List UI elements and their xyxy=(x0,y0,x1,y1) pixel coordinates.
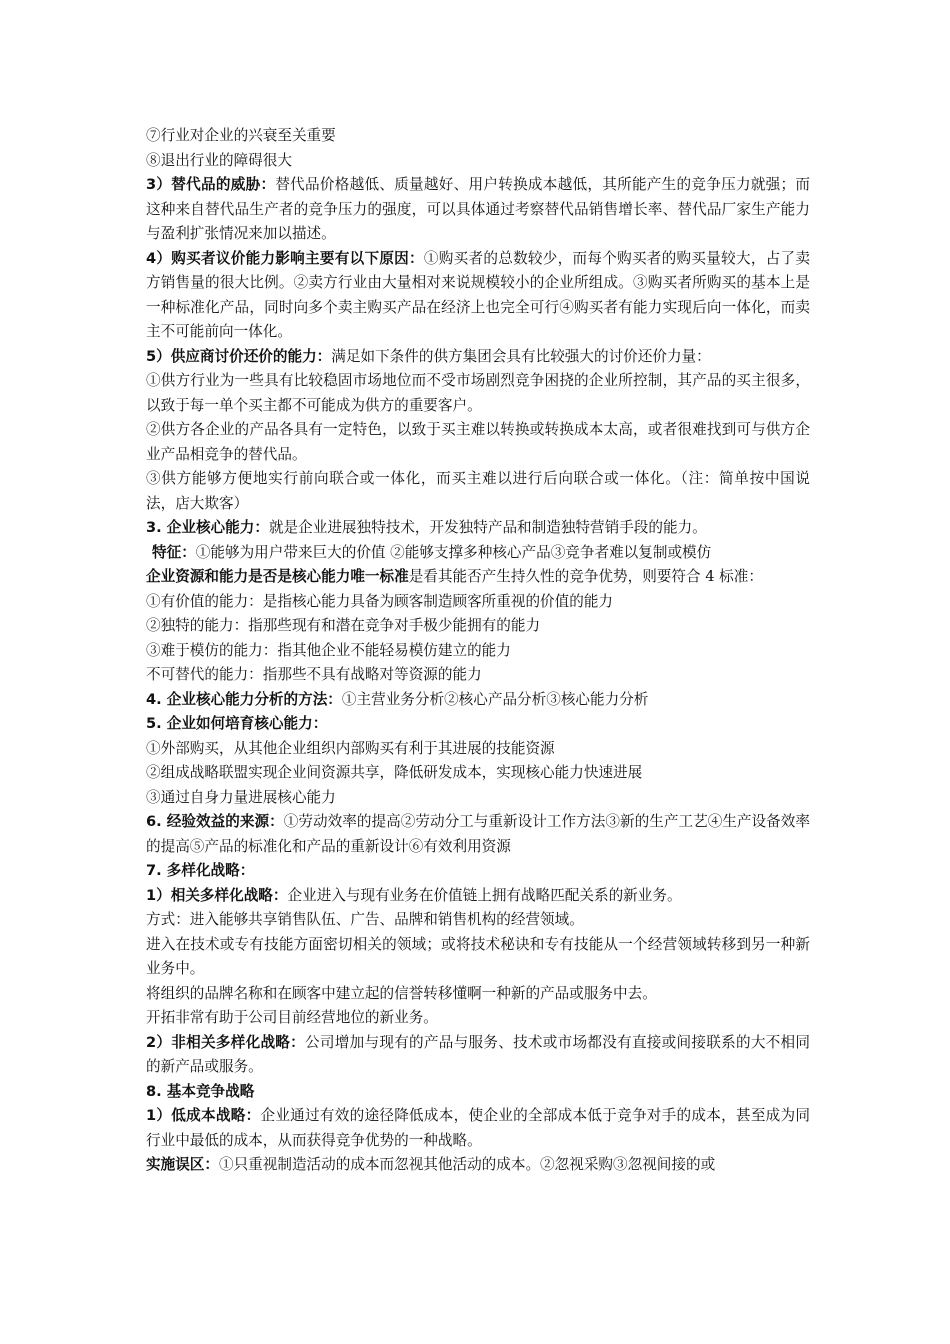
paragraph-text: ⑧退出行业的障碍很大 xyxy=(146,151,292,169)
bold-lead: 4. 企业核心能力分析的方法： xyxy=(146,690,342,708)
paragraph-text: ⑦行业对企业的兴衰至关重要 xyxy=(146,127,336,144)
bold-lead: 2）非相关多样化战略： xyxy=(146,1033,306,1051)
paragraph xyxy=(146,1031,810,1080)
paragraph-text: ①购买者的总数较少，而每个购买者的购买量较大，占了卖方销售量的很大比例。②卖方行业由大量相对来说规模较小的企业所组成。③购买者所购买的基本上是一种标准化产品，同时向多个卖主购买产品在经济上也完全可行④购买者有能力实现后向一体化，而卖主不可能前向一体化。 xyxy=(146,249,810,340)
bold-lead: 1）低成本战略： xyxy=(146,1107,261,1124)
paragraph xyxy=(146,565,810,590)
paragraph-text: 满足如下条件的供方集团会具有比较强大的讨价还价力量： xyxy=(331,347,711,365)
paragraph-text: ②供方各企业的产品各具有一定特色，以致于买主难以转换或转换成本太高，或者很难找到可与供方企业产品相竞争的替代品。 xyxy=(146,421,810,463)
paragraph-text: 开拓非常有助于公司目前经营地位的新业务。 xyxy=(146,1009,438,1026)
paragraph-text: 企业进入与现有业务在价值链上拥有战略匹配关系的新业务。 xyxy=(287,886,682,904)
bold-lead: 特征： xyxy=(152,543,196,561)
paragraph-text: ①只重视制造活动的成本而忽视其他活动的成本。②忽视采购③忽视间接的或 xyxy=(218,1156,716,1173)
paragraph xyxy=(146,1104,810,1153)
paragraph-text: 不可替代的能力：指那些不具有战略对等资源的能力 xyxy=(146,666,482,683)
paragraph xyxy=(146,124,810,149)
paragraph-text: ①供方行业为一些具有比较稳固市场地位而不受市场剧烈竞争困挠的企业所控制，其产品的买主很多，以致于每一单个买主都不可能成为供方的重要客户。 xyxy=(146,372,810,414)
bold-lead: 6. 经验效益的来源： xyxy=(146,813,284,830)
bold-lead: 5）供应商讨价还价的能力： xyxy=(146,347,332,365)
section-heading xyxy=(146,712,810,737)
paragraph xyxy=(146,761,810,786)
paragraph-text: 是看其能否产生持久性的竞争优势，则要符合 4 标准： xyxy=(408,568,763,585)
paragraph xyxy=(146,933,810,982)
paragraph-text: 进入在技术或专有技能方面密切相关的领域；或将技术秘诀和专有技能从一个经营领域转移到另一种新业务中。 xyxy=(146,935,810,977)
paragraph-text: ①能够为用户带来巨大的价值 ②能够支撑多种核心产品③竞争者难以复制或模仿 xyxy=(195,543,712,561)
paragraph xyxy=(146,982,810,1007)
paragraph-text: ①外部购买，从其他企业组织内部购买有利于其进展的技能资源 xyxy=(146,739,555,757)
paragraph xyxy=(146,369,810,418)
bold-lead: 企业资源和能力是否是核心能力唯一标准 xyxy=(146,568,409,585)
bold-lead: 3）替代品的威胁： xyxy=(146,176,276,193)
paragraph xyxy=(146,247,810,345)
paragraph xyxy=(146,418,810,467)
paragraph xyxy=(146,149,810,174)
paragraph xyxy=(146,345,810,370)
section-heading xyxy=(146,1080,810,1105)
paragraph xyxy=(146,639,810,664)
paragraph xyxy=(146,786,810,811)
paragraph xyxy=(146,541,810,566)
paragraph xyxy=(146,590,810,615)
paragraph-text: ①主营业务分析②核心产品分析③核心能力分析 xyxy=(341,690,649,708)
paragraph-text: ③通过自身力量进展核心能力 xyxy=(146,788,336,806)
paragraph-text: ③难于模仿的能力：指其他企业不能轻易模仿建立的能力 xyxy=(146,641,511,659)
section-heading xyxy=(146,688,810,713)
document-page xyxy=(146,124,810,1178)
section-heading xyxy=(146,810,810,859)
bold-lead: 5. 企业如何培育核心能力： xyxy=(146,715,328,732)
paragraph xyxy=(146,1153,810,1178)
paragraph xyxy=(146,1006,810,1031)
paragraph xyxy=(146,173,810,247)
paragraph-text: ③供方能够方便地实行前向联合或一体化，而买主难以进行后向联合或一体化。（注：简单按中国说法，店大欺客） xyxy=(146,470,810,512)
paragraph xyxy=(146,908,810,933)
paragraph-text: 企业通过有效的途径降低成本，使企业的全部成本低于竞争对手的成本，甚至成为同行业中最低的成本，从而获得竞争优势的一种战略。 xyxy=(146,1107,811,1149)
paragraph-text: ①有价值的能力：是指核心能力具备为顾客制造顾客所重视的价值的能力 xyxy=(146,592,614,610)
bold-lead: 实施误区： xyxy=(146,1156,219,1173)
section-heading xyxy=(146,859,810,884)
bold-lead: 1）相关多样化战略： xyxy=(146,886,288,904)
bold-lead: 8. 基本竞争战略 xyxy=(146,1082,255,1100)
paragraph-text: 将组织的品牌名称和在顾客中建立起的信誉转移懂啊一种新的产品或服务中去。 xyxy=(146,984,657,1002)
paragraph-text: 方式：进入能够共享销售队伍、广告、品牌和销售机构的经营领域。 xyxy=(146,911,584,928)
paragraph xyxy=(146,737,810,762)
paragraph-text: ②组成战略联盟实现企业间资源共享，降低研发成本，实现核心能力快速进展 xyxy=(146,764,643,781)
bold-lead: 7. 多样化战略： xyxy=(146,862,255,879)
paragraph xyxy=(146,663,810,688)
paragraph-text: 就是企业进展独特技术，开发独特产品和制造独特营销手段的能力。 xyxy=(268,519,707,536)
paragraph xyxy=(146,467,810,516)
paragraph xyxy=(146,614,810,639)
bold-lead: 4）购买者议价能力影响主要有以下原因： xyxy=(146,249,424,267)
paragraph-text: ②独特的能力：指那些现有和潜在竞争对手极少能拥有的能力 xyxy=(146,617,541,634)
paragraph-text: 公司增加与现有的产品与服务、技术或市场都没有直接或间接联系的大不相同的新产品或服务。 xyxy=(146,1033,810,1075)
paragraph-text: ①劳动效率的提高②劳动分工与重新设计工作方法③新的生产工艺④生产设备效率的提高⑤产品的标准化和产品的重新设计⑥有效利用资源 xyxy=(146,813,811,855)
paragraph-text: 替代品价格越低、质量越好、用户转换成本越低，其所能产生的竞争压力就强；而这种来自替代品生产者的竞争压力的强度，可以具体通过考察替代品销售增长率、替代品厂家生产能力与盈利扩张情况来加以描述。 xyxy=(146,176,811,242)
paragraph xyxy=(146,884,810,909)
section-heading xyxy=(146,516,810,541)
bold-lead: 3. 企业核心能力： xyxy=(146,519,269,536)
